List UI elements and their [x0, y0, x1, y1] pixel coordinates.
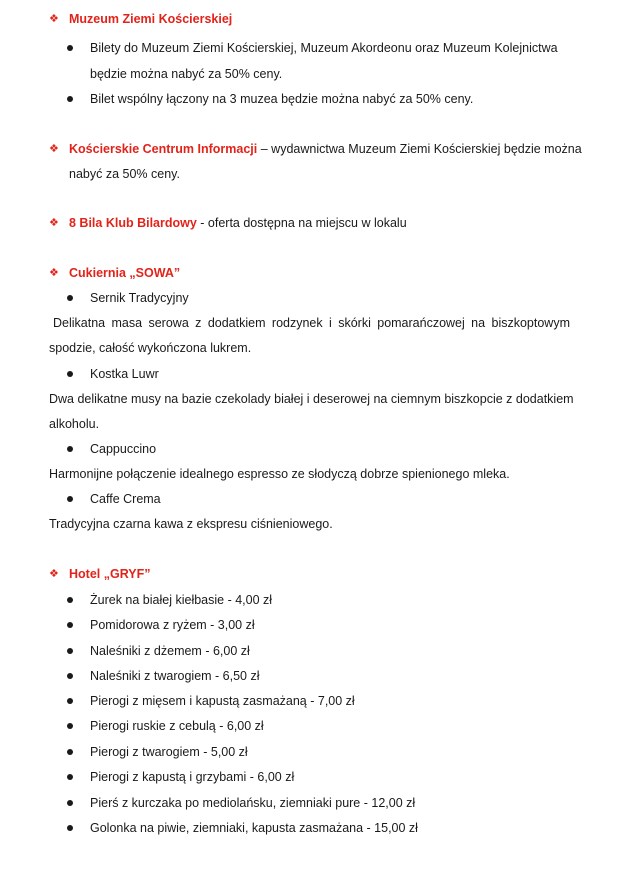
- gryf-menu-item: Pierogi z kapustą i grzybami - 6,00 zł: [90, 770, 295, 784]
- bullet-dot-icon: [67, 45, 73, 51]
- bullet-dot-icon: [67, 673, 73, 679]
- bullet-dot-icon: [67, 622, 73, 628]
- section-heading-bila: [49, 214, 579, 232]
- gryf-menu-item: Pierogi z twarogiem - 5,00 zł: [90, 745, 248, 759]
- sowa-item-name: Caffe Crema: [90, 492, 161, 506]
- sowa-item-name: Kostka Luwr: [90, 367, 159, 381]
- section-heading-muzeum: [49, 10, 579, 28]
- gryf-menu-item: Naleśniki z dżemem - 6,00 zł: [90, 644, 250, 658]
- centrum-text-line-1: – wydawnictwa Muzeum Ziemi Kościerskiej będzie można: [257, 142, 582, 156]
- muzeum-bullet-2: Bilet wspólny łączony na 3 muzea będzie można nabyć za 50% ceny.: [90, 92, 474, 106]
- bila-title: 8 Bila Klub Bilardowy: [69, 216, 197, 230]
- bullet-dot-icon: [67, 295, 73, 301]
- diamond-bullet-icon: ❖: [49, 267, 59, 279]
- muzeum-bullet-1-line-1: Bilety do Muzeum Ziemi Kościerskiej, Muzeum Akordeonu oraz Muzeum Kolejnictwa: [90, 41, 558, 55]
- sowa-item-name: Sernik Tradycyjny: [90, 291, 189, 305]
- bullet-dot-icon: [67, 723, 73, 729]
- section-heading-centrum: [49, 140, 582, 158]
- bullet-dot-icon: [67, 496, 73, 502]
- bullet-dot-icon: [67, 825, 73, 831]
- bullet-dot-icon: [67, 774, 73, 780]
- sowa-item-desc-line: alkoholu.: [49, 417, 100, 431]
- bullet-dot-icon: [67, 96, 73, 102]
- bullet-dot-icon: [67, 597, 73, 603]
- centrum-title: Kościerskie Centrum Informacji: [69, 142, 258, 156]
- gryf-menu-item: Naleśniki z twarogiem - 6,50 zł: [90, 669, 260, 683]
- bullet-dot-icon: [67, 371, 73, 377]
- bullet-dot-icon: [67, 648, 73, 654]
- sowa-item-name: Cappuccino: [90, 442, 157, 456]
- bila-text: - oferta dostępna na miejscu w lokalu: [196, 216, 407, 230]
- diamond-bullet-icon: ❖: [49, 217, 59, 229]
- muzeum-bullet-1-line-2: będzie można nabyć za 50% ceny.: [90, 67, 283, 81]
- gryf-menu-item: Pierogi z mięsem i kapustą zasmażaną - 7,00 zł: [90, 694, 355, 708]
- section-heading-sowa: [49, 264, 579, 282]
- sowa-item-desc-line: Tradycyjna czarna kawa z ekspresu ciśnieniowego.: [49, 517, 333, 531]
- gryf-menu-item: Żurek na białej kiełbasie - 4,00 zł: [90, 593, 273, 607]
- sowa-item-desc-line: spodzie, całość wykończona lukrem.: [49, 341, 252, 355]
- sowa-item-desc-line: Delikatna masa serowa z dodatkiem rodzynek i skórki pomarańczowej na biszkoptowym: [53, 316, 570, 330]
- bullet-dot-icon: [67, 749, 73, 755]
- centrum-text-line-2: nabyć za 50% ceny.: [69, 167, 180, 181]
- sowa-title: Cukiernia „SOWA”: [69, 266, 181, 280]
- diamond-bullet-icon: ❖: [49, 13, 59, 25]
- centrum-heading-text: [69, 140, 582, 158]
- bila-heading-text: [69, 214, 407, 232]
- sowa-item-desc-line: Harmonijne połączenie idealnego espresso ze słodyczą dobrze spienionego mleka.: [49, 467, 510, 481]
- sowa-item-desc-line: Dwa delikatne musy na bazie czekolady białej i deserowej na ciemnym biszkopcie z dodatkiem: [49, 392, 574, 406]
- diamond-bullet-icon: ❖: [49, 143, 59, 155]
- bullet-dot-icon: [67, 698, 73, 704]
- bullet-dot-icon: [67, 446, 73, 452]
- gryf-menu-item: Pierś z kurczaka po mediolańsku, ziemniaki pure - 12,00 zł: [90, 796, 416, 810]
- bullet-dot-icon: [67, 800, 73, 806]
- gryf-title: Hotel „GRYF”: [69, 567, 151, 581]
- muzeum-title: Muzeum Ziemi Kościerskiej: [69, 12, 233, 26]
- diamond-bullet-icon: ❖: [49, 568, 59, 580]
- gryf-menu-item: Pomidorowa z ryżem - 3,00 zł: [90, 618, 255, 632]
- section-heading-gryf: [49, 565, 579, 583]
- gryf-menu-item: Pierogi ruskie z cebulą - 6,00 zł: [90, 719, 264, 733]
- gryf-menu-item: Golonka na piwie, ziemniaki, kapusta zasmażana - 15,00 zł: [90, 821, 418, 835]
